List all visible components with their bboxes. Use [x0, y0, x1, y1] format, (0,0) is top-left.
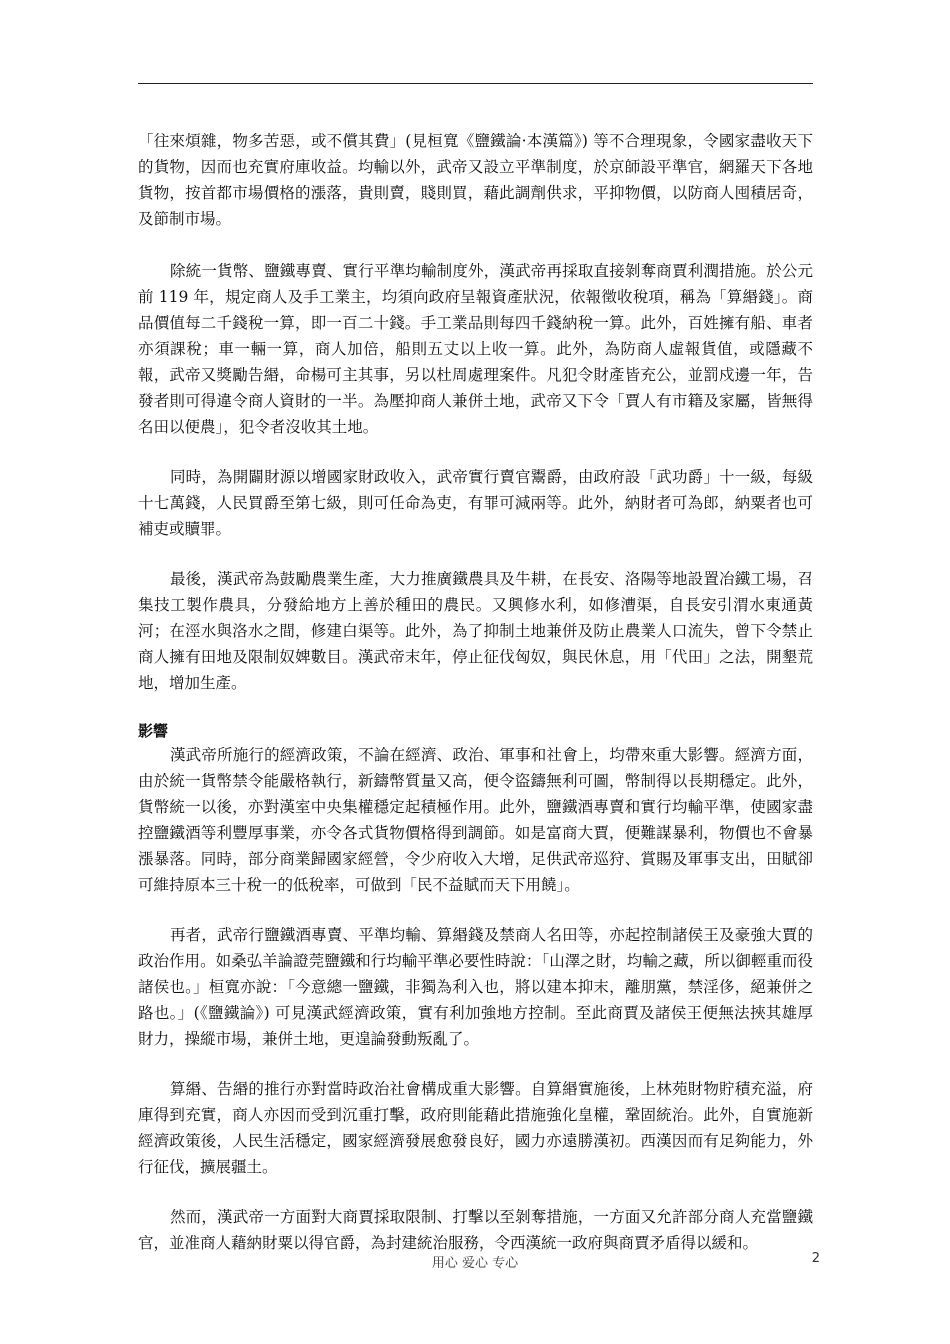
footer-text: 用心 爱心 专心 — [431, 1256, 519, 1271]
paragraph-suanmin: 除統一貨幣、鹽鐵專賣、實行平準均輸制度外，漢武帝再採取直接剝奪商賈利潤措施。於公元前 119 年，規定商人及手工業主，均須向政府呈報資產狀況，依報徵收稅項，稱為「算緡錢」。商品價值每二千錢稅一算，即一百二十錢。手工業品則每四千錢納稅一算。此外，百姓擁有船、車者亦須課稅；車一輛一算，商人加倍，船則五丈以上收一算。此外，為防商人虛報貨值，或隱藏不報，武帝又獎勵告緡，命楊可主其事，另以杜周處理案件。凡犯令財產皆充公，並罰戍邊一年，告發者則可得違令商人資財的一半。為壓抑商人兼併土地，武帝又下令「賈人有市籍及家屬，皆無得名田以便農」，犯令者沒收其土地。 — [138, 262, 813, 436]
paragraph-influence-politics: 再者，武帝行鹽鐵酒專賣、平準均輸、算緡錢及禁商人名田等，亦起控制諸侯王及豪強大賈的政治作用。如桑弘羊論證莞鹽鐵和行均輸平準必要性時說：「山澤之財，均輸之藏，所以御輕重而役諸侯也。」桓寬亦說：「今意總一鹽鐵，非獨為利入也，將以建本抑末，離朋黨，禁淫侈，絕兼併之路也。」(《鹽鐵論》) 可見漢武經濟政策，實有利加強地方控制。至此商賈及諸侯王便無法挾其雄厚財力，操縱市場，兼併土地，更遑論發動叛亂了。 — [138, 926, 813, 1048]
paragraph-agriculture: 最後，漢武帝為鼓勵農業生產，大力推廣鐵農具及牛耕，在長安、洛陽等地設置冶鐵工場，召集技工製作農具，分發給地方上善於種田的農民。又興修水利，如修漕渠，自長安引渭水東通黃河；在涇水與洛水之間，修建白渠等。此外，為了抑制土地兼併及防止農業人口流失，曾下令禁止商人擁有田地及限制奴婢數目。漢武帝末年，停止征伐匈奴，與民休息，用「代田」之法，開墾荒地，增加生產。 — [138, 570, 813, 692]
paragraph-influence-society: 算緡、告緡的推行亦對當時政治社會構成重大影響。自算緡實施後，上林苑財物貯積充溢，府庫得到充實，商人亦因而受到沉重打擊，政府則能藉此措施強化皇權，鞏固統治。此外，自實施新經濟政策後，人民生活穩定，國家經濟發展愈發良好，國力亦遠勝漢初。西漢因而有足夠能力，外行征伐，擴展疆土。 — [138, 1080, 813, 1176]
header-rule — [138, 83, 813, 84]
paragraph-junshu-pingzhun: 「往來煩雜，物多苦惡，或不償其費」(見桓寬《鹽鐵論·本漢篇》) 等不合理現象，令國家盡收天下的貨物，因而也充實府庫收益。均輸以外，武帝又設立平準制度，於京師設平準官，網羅天下各地貨物，按首都市場價格的漲落，貴則賣，賤則買，藉此調劑供求，平抑物價，以防商人囤積居奇，及節制市場。 — [138, 132, 813, 228]
paragraph-influence-merchants: 然而，漢武帝一方面對大商賈採取限制、打擊以至剝奪措施，一方面又允許部分商人充當鹽鐵官，並准商人藉納財粟以得官爵，為封建統治服務，令西漢統一政府與商賈矛盾得以緩和。 — [138, 1208, 813, 1252]
document-body — [138, 128, 813, 1280]
page-number: 2 — [811, 1251, 820, 1266]
paragraph-influence-economy: 漢武帝所施行的經濟政策，不論在經濟、政治、軍事和社會上，均帶來重大影響。經濟方面，由於統一貨幣禁令能嚴格執行，新鑄幣質量又高，便令盜鑄無利可圖，幣制得以長期穩定。此外，貨幣統一以後，亦對漢室中央集權穩定起積極作用。此外，鹽鐵酒專賣和實行均輸平準，使國家盡控鹽鐵酒等利豐厚事業，亦令各式貨物價格得到調節。如是富商大賈，便難謀暴利，物價也不會暴漲暴落。同時，部分商業歸國家經營，令少府收入大增，足供武帝巡狩、賞賜及軍事支出，田賦卻可維持原本三十稅一的低稅率，可做到「民不益賦而天下用饒」。 — [138, 746, 813, 894]
section-heading-influence: 影響 — [138, 722, 169, 740]
paragraph-maiguan: 同時，為開闢財源以增國家財政收入，武帝實行賣官鬻爵，由政府設「武功爵」十一級，每級十七萬錢，人民買爵至第七級，則可任命為吏，有罪可減兩等。此外，納財者可為郎，納粟者也可補吏或贖罪。 — [138, 468, 813, 538]
